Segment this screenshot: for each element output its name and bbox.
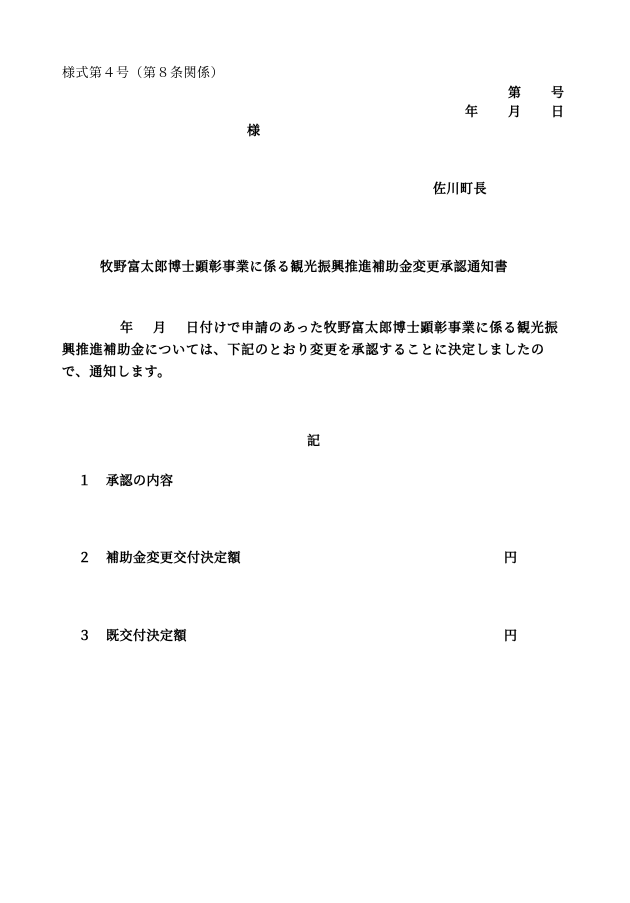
body-paragraph [62,318,582,384]
body-line-3: で、通知します。 [62,365,172,380]
form-number: 様式第４号（第８条関係） [62,66,225,81]
addressee-suffix: 様 [247,124,261,139]
body-year: 年 [120,321,134,336]
number-dai: 第 [508,86,522,101]
ki-label: 記 [307,434,321,449]
item-2-unit: 円 [504,551,518,566]
date-year: 年 [465,105,479,120]
body-line-2: 興推進補助金については、下記のとおり変更を承認することに決定しましたの [62,343,545,358]
issuer: 佐川町長 [433,182,488,197]
date-day: 日 [551,105,565,120]
item-3-unit: 円 [504,629,518,644]
body-line-1-rest: 日付けで申請のあった牧野富太郎博士顕彰事業に係る観光振 [185,321,559,336]
item-3-number: ３ [78,629,92,644]
body-line-1 [62,318,582,340]
item-1-number: １ [78,474,92,489]
date-month: 月 [508,105,522,120]
body-month: 月 [152,321,167,336]
item-1-label: 承認の内容 [106,474,174,489]
item-2-label: 補助金変更交付決定額 [106,551,242,566]
item-2-number: ２ [78,551,92,566]
number-go: 号 [551,86,565,101]
document-title: 牧野富太郎博士顕彰事業に係る観光振興推進補助金変更承認通知書 [100,260,509,275]
item-3-label: 既交付決定額 [106,629,188,644]
